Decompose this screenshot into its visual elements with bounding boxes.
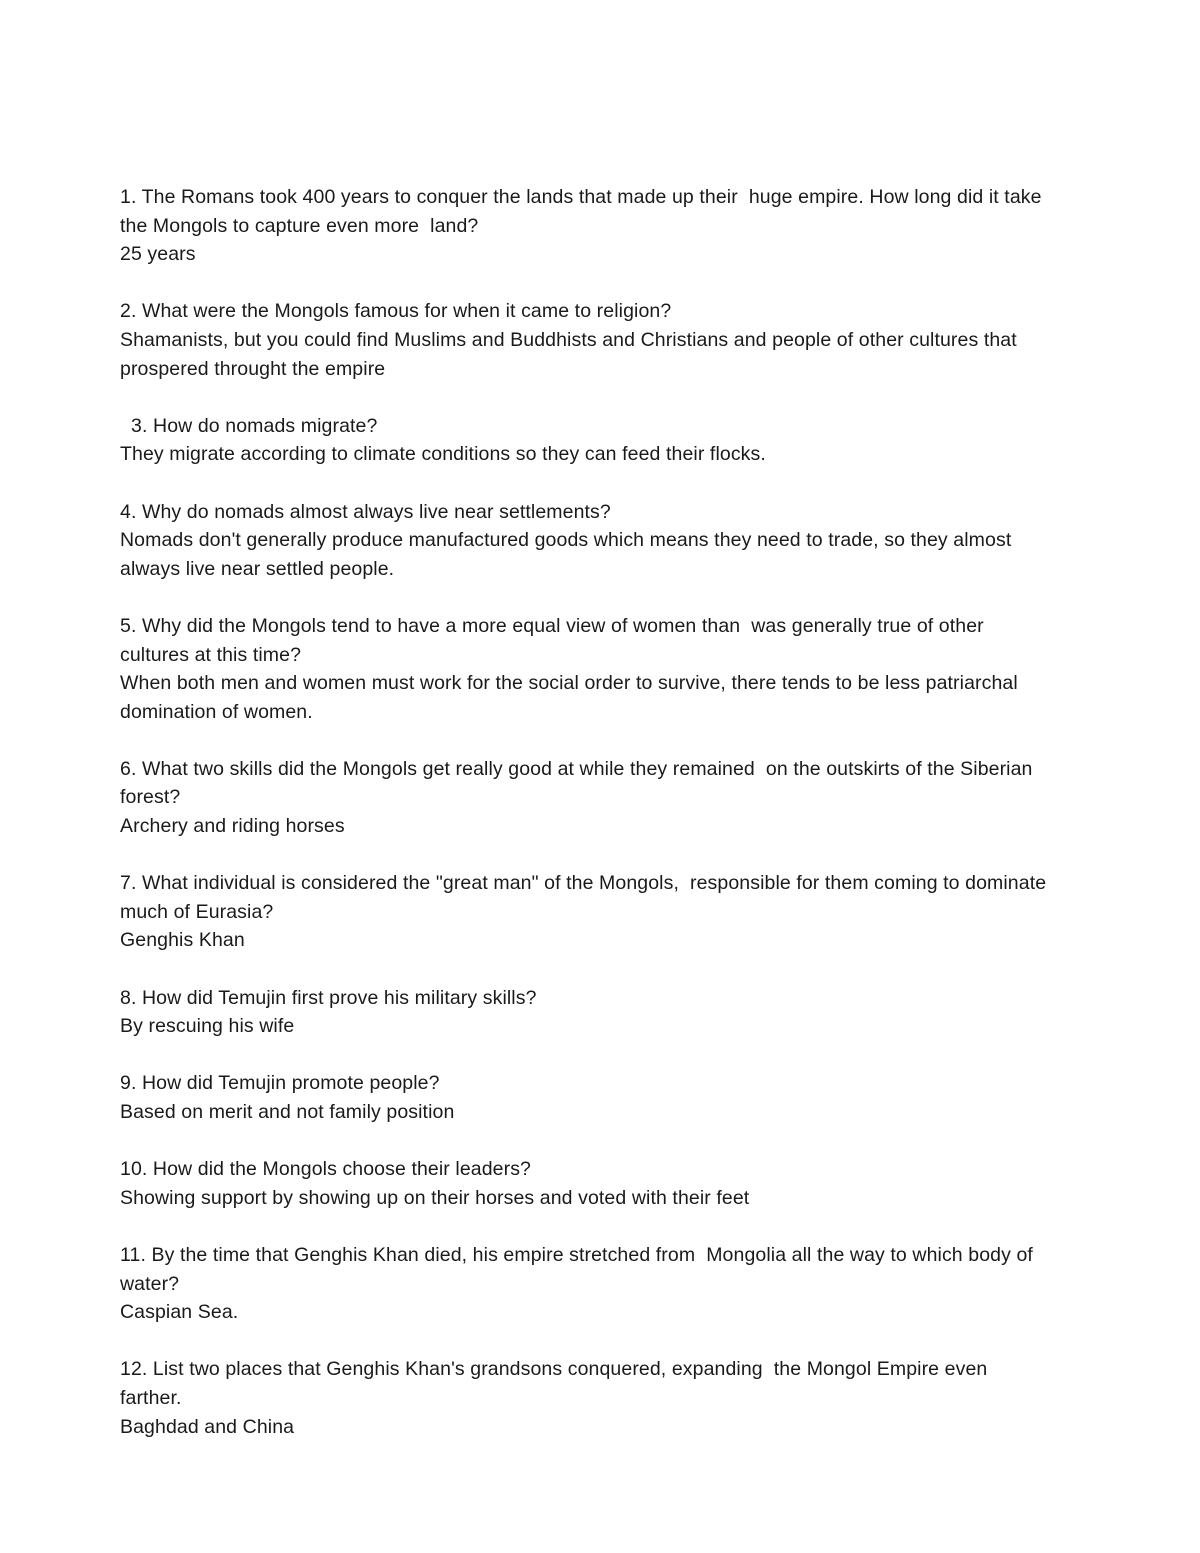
qa-item-10 [120, 1155, 1050, 1212]
qa-item-6 [120, 755, 1050, 841]
qa-item-3 [120, 412, 1050, 469]
answer-9: Based on merit and not family position [120, 1101, 455, 1123]
question-6: 6. What two skills did the Mongols get really good at while they remained on the outskirts of the Siberian forest? [120, 757, 1039, 809]
qa-item-5 [120, 612, 1050, 726]
qa-item-8 [120, 984, 1050, 1041]
question-9: 9. How did Temujin promote people? [120, 1072, 440, 1095]
qa-item-7 [120, 869, 1050, 955]
question-12: 12. List two places that Genghis Khan's grandsons conquered, expanding the Mongol Empire even farther. [120, 1358, 993, 1409]
answer-11: Caspian Sea. [120, 1301, 239, 1324]
question-8: 8. How did Temujin first prove his military skills? [120, 986, 537, 1009]
answer-12: Baghdad and China [120, 1415, 295, 1438]
question-1: 1. The Romans took 400 years to conquer the lands that made up their huge empire. How long did it take the Mongols to capture even more land? [120, 186, 1048, 237]
answer-6: Archery and riding horses [120, 815, 345, 838]
document-body [120, 183, 1050, 1470]
qa-item-2 [120, 297, 1050, 383]
question-5: 5. Why did the Mongols tend to have a more equal view of women than was generally true of other cultures at this time? [120, 614, 990, 666]
question-2: 2. What were the Mongols famous for when it came to religion? [120, 300, 672, 323]
answer-8: By rescuing his wife [120, 1015, 295, 1038]
answer-5: When both men and women must work for the social order to survive, there tends to be less patriarchal domination of women. [120, 672, 1024, 723]
answer-4: Nomads don't generally produce manufactured goods which means they need to trade, so they almost always live near settled people. [120, 529, 1017, 580]
answer-7: Genghis Khan [120, 929, 245, 952]
question-4: 4. Why do nomads almost always live near settlements? [120, 500, 611, 523]
answer-2: Shamanists, but you could find Muslims and Buddhists and Christians and people of other cultures that prospered throught the empire [120, 328, 1023, 380]
qa-item-12 [120, 1355, 1050, 1441]
question-3: 3. How do nomads migrate? [120, 414, 378, 437]
question-10: 10. How did the Mongols choose their leaders? [120, 1158, 531, 1181]
question-11: 11. By the time that Genghis Khan died, his empire stretched from Mongolia all the way to which body of water? [120, 1243, 1039, 1295]
answer-1: 25 years [120, 243, 196, 266]
question-7: 7. What individual is considered the "great man" of the Mongols, responsible for them coming to dominate much of Eurasia? [120, 872, 1052, 923]
qa-item-9 [120, 1069, 1050, 1126]
qa-item-1 [120, 183, 1050, 269]
answer-3: They migrate according to climate conditions so they can feed their flocks. [120, 443, 766, 466]
qa-item-11 [120, 1241, 1050, 1327]
qa-item-4 [120, 498, 1050, 584]
answer-10: Showing support by showing up on their horses and voted with their feet [120, 1186, 750, 1209]
